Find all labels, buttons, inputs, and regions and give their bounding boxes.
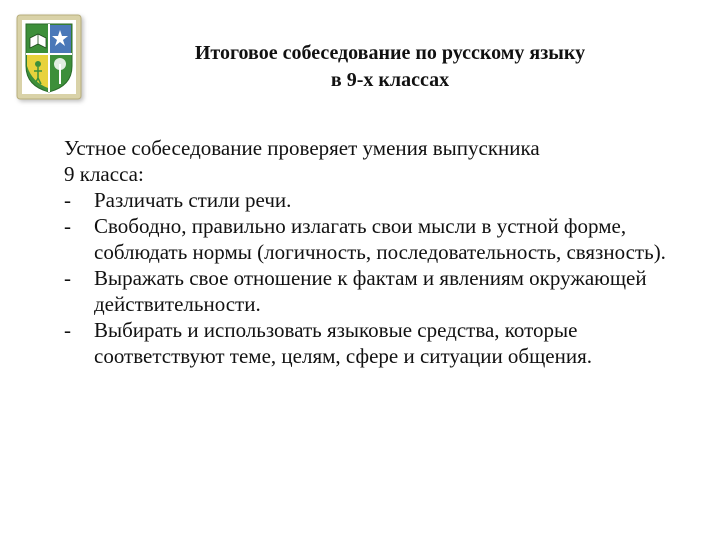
intro-line-2: 9 класса: xyxy=(64,162,144,186)
school-emblem-icon xyxy=(16,14,82,100)
list-item xyxy=(64,187,704,213)
dash-bullet: - xyxy=(64,214,71,238)
slide-body xyxy=(64,135,704,369)
list-item-text: Выражать свое отношение к фактам и явлениям окружающей действительности. xyxy=(94,266,647,316)
list-item xyxy=(64,317,704,369)
list-item-text: Различать стили речи. xyxy=(94,188,292,212)
slide-title-line2: в 9-х классах xyxy=(330,69,450,91)
dash-bullet: - xyxy=(64,318,71,342)
list-item xyxy=(64,213,704,265)
dash-bullet: - xyxy=(64,188,71,212)
intro-line-1: Устное собеседование проверяет умения выпускника xyxy=(64,136,540,160)
slide-title-line1: Итоговое собеседование по русскому языку xyxy=(194,42,586,64)
skills-list xyxy=(64,187,704,369)
dash-bullet: - xyxy=(64,266,71,290)
intro-text xyxy=(64,135,704,187)
list-item-text: Выбирать и использовать языковые средства, которые соответствуют теме, целям, сфере и ситуации общения. xyxy=(94,318,592,368)
list-item xyxy=(64,265,704,317)
slide-title xyxy=(110,40,670,94)
list-item-text: Свободно, правильно излагать свои мысли в устной форме, соблюдать нормы (логичность, последовательность, связность). xyxy=(94,214,666,264)
